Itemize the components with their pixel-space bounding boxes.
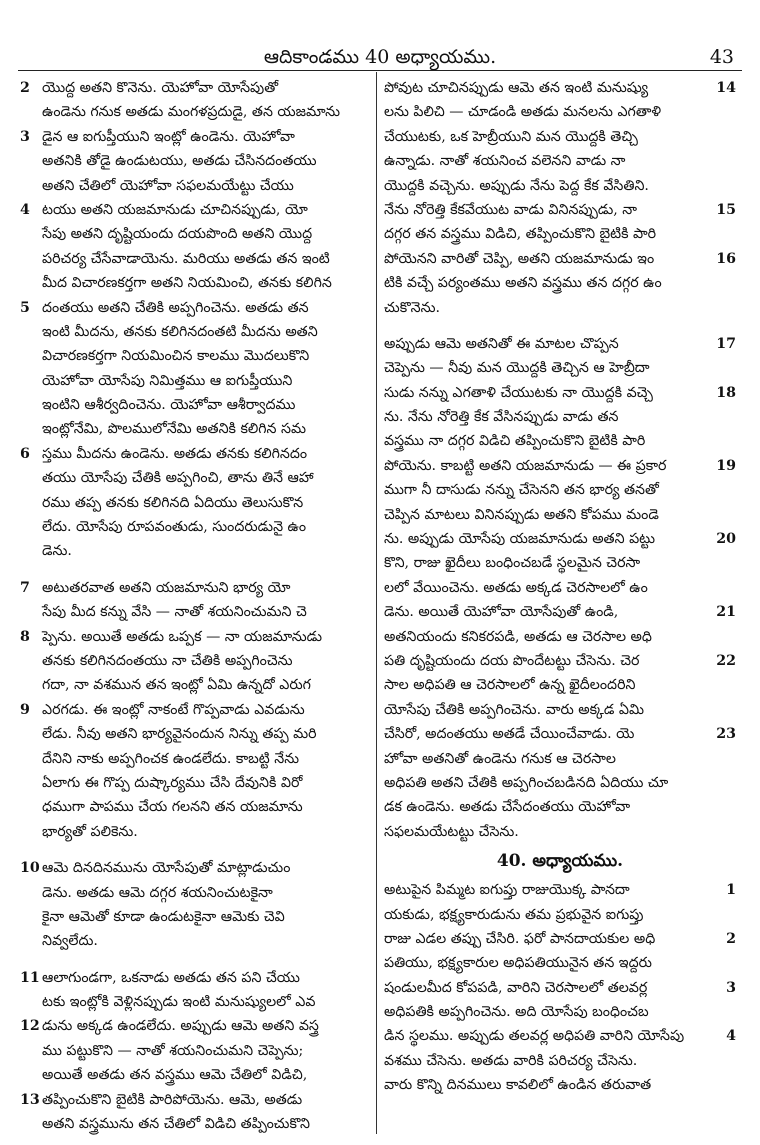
- text-line: [382, 356, 738, 380]
- verse-text: చుకొనెను.: [384, 299, 440, 316]
- text-line: [382, 903, 738, 927]
- verse-text: వస్త్రము నా దగ్గర విడిచి తప్పించుకొని బైటికి పారి: [384, 433, 646, 450]
- text-line: [382, 198, 738, 222]
- verse-text: తనకు కలిగినదంతయు నా చేతికి అప్పగించెను: [42, 652, 293, 669]
- verse-text: నివ్వలేదు.: [42, 933, 98, 950]
- text-line: [20, 222, 370, 246]
- verse-text: ఆలాగుండగా, ఒకనాడు అతడు తన పని చేయు: [42, 969, 300, 986]
- verse-text: ను. అప్పుడు యోసేపు యజమానుడు అతని పట్టు: [384, 531, 656, 548]
- text-line: [20, 905, 370, 929]
- verse-number: 8: [20, 628, 30, 645]
- verse-text: ఆమె దినదినమును యోసేపుతో మాట్లాడుచుం: [42, 860, 291, 877]
- verse-text: అతని చేతిలో యెహోవా సఫలమయేట్టు చేయు: [42, 177, 294, 194]
- verse-text: పరిచర్య చేసేవాడాయెను. మరియు అతడు తన ఇంటి: [42, 250, 330, 267]
- text-line: [382, 222, 738, 246]
- verse-text: లేడు. నీవు అతని భార్యవైనందున నిన్ను తప్ప మరి: [42, 726, 317, 743]
- text-line: [382, 878, 738, 902]
- verse-text: ముగా నీ దాసుడు నన్ను చేసెనని తన భార్య తనతో: [384, 482, 659, 499]
- verse-text: ఇంటి మీదను, తనకు కలిగినదంతటి మీదను అతని: [42, 323, 318, 340]
- verse-number: 6: [20, 445, 30, 462]
- verse-text: ఇంటిని ఆశీర్వదించెను. యెహోవా ఆశీర్వాదము: [42, 397, 296, 414]
- text-line: [20, 491, 370, 515]
- verse-text: రాజు ఎడల తప్పు చేసిరి. ఫరో పానదాయకుల అధి: [384, 930, 656, 947]
- verse-number: 9: [20, 701, 30, 718]
- text-line: [20, 1063, 370, 1087]
- verse-text: ఎరగడు. ఈ ఇంట్లో నాకంటే గొప్పవాడు ఎవడును: [42, 701, 305, 718]
- text-line: [20, 929, 370, 953]
- text-line: [20, 747, 370, 771]
- verse-text: సేపు మీద కన్ను వేసి — నాతో శయనించుమని చె: [42, 604, 307, 621]
- text-line: [382, 673, 738, 697]
- text-line: [382, 820, 738, 844]
- text-line: [20, 174, 370, 198]
- verse-text: లలో వేయించెను. అతడు అక్కడ చెరసాలలో ఉం: [384, 579, 648, 596]
- text-line: [20, 771, 370, 795]
- page-header: [20, 8, 740, 68]
- text-line: [20, 600, 370, 624]
- verse-text: ఉన్నాడు. నాతో శయనించ వలెనని వాడు నా: [384, 153, 626, 170]
- verse-number: 3: [20, 128, 30, 145]
- verse-number: 21: [716, 604, 736, 621]
- verse-number: 1: [726, 882, 736, 899]
- verse-text: మీద విచారణకర్తగా అతని నియమించి, తనకు కలిగిన: [42, 275, 332, 292]
- verse-text: దంతయు అతని చేతికి అప్పగించెను. అతడు తన: [42, 299, 309, 316]
- text-line: [382, 1049, 738, 1073]
- text-line: [20, 1088, 370, 1112]
- text-line: [382, 927, 738, 951]
- verse-text: పోయెను. కాబట్టి అతని యజమానుడు — ఈ ప్రకార: [384, 457, 667, 474]
- text-line: [382, 100, 738, 124]
- verse-text: యెహోవా యోసేపు నిమిత్తము ఆ ఐగుప్తీయుని: [42, 372, 293, 389]
- verse-text: డక ఉండెను. అతడు చేసేదంతయు యెహోవా: [384, 799, 631, 816]
- verse-text: టయు అతని యజమానుడు చూచినప్పుడు, యో: [42, 201, 308, 218]
- verse-text: షండులమీద కోపపడి, వారిని చెరసాలలో తలవర్ల: [384, 979, 648, 996]
- verse-text: యకుడు, భక్ష్యకారుడును తమ ప్రభువైన ఐగుప్తు: [384, 906, 644, 923]
- running-title: ఆదికాండము 40 అధ్యాయము.: [263, 46, 497, 68]
- verse-number: 18: [716, 384, 736, 401]
- verse-number: 20: [716, 531, 736, 548]
- text-line: [382, 149, 738, 173]
- page-number: 43: [709, 46, 734, 68]
- verse-text: అతనికి తోడై ఉండుటయు, అతడు చేసినదంతయు: [42, 153, 317, 170]
- verse-text: పతియు, భక్ష్యకారుల అధిపతియునైన తన ఇద్దరు: [384, 955, 652, 972]
- column-divider: [376, 72, 377, 1134]
- verse-text: ప్పెను. అయితే అతడు ఒప్పక — నా యజమానుడు: [42, 628, 323, 645]
- verse-text: ఉండెను గనుక అతడు మంగళప్రదుడై, తన యజమాను: [42, 104, 341, 121]
- text-line: [382, 576, 738, 600]
- text-line: [382, 174, 738, 198]
- verse-text: అప్పుడు ఆమె అతనితో ఈ మాటల చొప్పన: [384, 335, 619, 352]
- verse-text: దగ్గర తన వస్త్రము విడిచి, తప్పించుకొని బైటికి పారి: [384, 226, 657, 243]
- verse-text: డును అక్కడ ఉండలేదు. అప్పుడు ఆమె అతని వస్త్ర: [42, 1018, 319, 1035]
- right-column: [382, 76, 738, 1098]
- text-line: [382, 247, 738, 271]
- verse-number: 12: [20, 1018, 40, 1035]
- paragraph-gap: [20, 954, 370, 966]
- text-line: [20, 990, 370, 1014]
- text-line: [20, 881, 370, 905]
- verse-text: సుడు నన్ను ఎగతాళి చేయుటకు నా యొద్దకి వచ్చె: [384, 384, 653, 401]
- verse-text: అధిపతికి అప్పగించెను. అది యోసేపు బంధించబ: [384, 1004, 649, 1021]
- text-line: [20, 1112, 370, 1136]
- text-line: [382, 649, 738, 673]
- verse-text: సేపు అతని దృష్టియందు దయపొంది అతని యొద్ద: [42, 226, 313, 243]
- verse-text: రము తప్ప తనకు కలిగినది ఏదియు తెలుసుకొన: [42, 494, 304, 511]
- verse-text: హోవా అతనితో ఉండెను గనుక ఆ చెరసాల: [384, 750, 616, 767]
- verse-text: చేయుటకు, ఒక హెబ్రీయుని మన యొద్దకి తెచ్చి: [384, 128, 638, 145]
- text-line: [20, 125, 370, 149]
- verse-text: చేసిరో, అదంతయు అతడే చేయించేవాడు. యె: [384, 726, 635, 743]
- text-line: [20, 466, 370, 490]
- text-line: [382, 1024, 738, 1048]
- verse-number: 2: [726, 930, 736, 947]
- verse-number: 17: [716, 335, 736, 352]
- verse-number: 23: [716, 726, 736, 743]
- verse-text: అధిపతి అతని చేతికి అప్పగించబడినది ఏదియు చూ: [384, 774, 669, 791]
- text-line: [382, 125, 738, 149]
- text-line: [20, 515, 370, 539]
- verse-text: యోసేపు చేతికి అప్పగించెను. వారు అక్కడ ఏమి: [384, 701, 645, 718]
- text-line: [382, 698, 738, 722]
- verse-number: 13: [20, 1091, 40, 1108]
- text-line: [20, 442, 370, 466]
- verse-text: లేదు. యోసేపు రూపవంతుడు, సుందరుడునై ఉం: [42, 519, 307, 536]
- text-line: [20, 320, 370, 344]
- verse-text: పోవుట చూచినప్పుడు ఆమె తన ఇంటి మనుష్యు: [384, 80, 649, 96]
- text-line: [20, 576, 370, 600]
- text-line: [382, 76, 738, 100]
- text-line: [382, 271, 738, 295]
- verse-text: సాల అధిపతి ఆ చెరసాలలో ఉన్న ఖైదీలందరిని: [384, 677, 636, 694]
- text-line: [20, 369, 370, 393]
- verse-text: స్తము మీదను ఉండెను. అతడు తనకు కలిగినదం: [42, 445, 308, 462]
- paragraph-gap: [20, 844, 370, 856]
- left-column: [20, 76, 370, 1136]
- verse-text: వారు కొన్ని దినములు కావలిలో ఉండిన తరువాత: [384, 1077, 652, 1094]
- text-line: [382, 747, 738, 771]
- verse-text: భార్యతో పలికెను.: [42, 823, 138, 840]
- text-line: [382, 332, 738, 356]
- paragraph-gap: [20, 564, 370, 576]
- text-line: [382, 1073, 738, 1097]
- verse-text: గదా, నా వశమున తన ఇంట్లో ఏమి ఉన్నదో ఎరుగ: [42, 677, 311, 694]
- text-line: [20, 649, 370, 673]
- verse-number: 4: [20, 201, 30, 218]
- verse-text: నేను నోరెత్తి కేకవేయుట వాడు వినినప్పుడు, నా: [384, 201, 638, 218]
- verse-text: పతి దృష్టియందు దయ పొందేటట్టు చేసెను. చెర: [384, 652, 640, 669]
- verse-text: డైన ఆ ఐగుప్తీయుని ఇంట్లో ఉండెను. యెహోవా: [42, 128, 295, 145]
- verse-number: 7: [20, 579, 30, 596]
- verse-number: 11: [20, 969, 40, 986]
- text-line: [20, 100, 370, 124]
- verse-text: డెను.: [42, 543, 72, 560]
- verse-text: చెప్పెను — నీవు మన యొద్దకి తెచ్చిన ఆ హెబ్రీదా: [384, 360, 650, 377]
- verse-text: టకు ఇంట్లోకి వెళ్లినప్పుడు ఇంటి మనుష్యులలో ఎవ: [42, 994, 316, 1011]
- text-line: [382, 551, 738, 575]
- text-line: [20, 673, 370, 697]
- verse-text: లను పిలిచి — చూడండి అతడు మనలను ఎగతాళి: [384, 104, 662, 121]
- verse-number: 3: [726, 979, 736, 996]
- text-line: [382, 454, 738, 478]
- text-line: [20, 966, 370, 990]
- verse-text: అయితే అతడు తన వస్త్రము ఆమె చేతిలో విడిచి,: [42, 1067, 308, 1084]
- verse-text: అతనియందు కనికరపడి, అతడు ఆ చెరసాల అధి: [384, 628, 652, 645]
- verse-number: 2: [20, 80, 30, 96]
- verse-text: పోయెనని వారితో చెప్పి, అతని యజమానుడు ఇం: [384, 250, 655, 267]
- header-rule: [18, 70, 742, 71]
- text-line: [20, 1039, 370, 1063]
- verse-text: ఇంట్లోనేమి, పొలములోనేమి అతనికి కలిగిన సమ: [42, 421, 306, 438]
- verse-text: ఏలాగు ఈ గొప్ప దుష్కార్యము చేసి దేవునికి విరో: [42, 774, 303, 791]
- text-line: [20, 296, 370, 320]
- verse-text: ను. నేను నోరెత్తి కేక వేసినప్పుడు వాడు తన: [384, 409, 619, 426]
- text-line: [382, 527, 738, 551]
- verse-text: ధముగా పాపము చేయ గలనని తన యజమాను: [42, 799, 303, 816]
- text-line: [20, 1014, 370, 1038]
- text-line: [20, 856, 370, 880]
- verse-text: తప్పించుకొని బైటికి పారిపోయెను. ఆమె, అతడు: [42, 1091, 303, 1108]
- text-line: [382, 600, 738, 624]
- verse-number: 16: [716, 250, 736, 267]
- text-line: [382, 1000, 738, 1024]
- verse-text: కైనా ఆమెతో కూడా ఉండుటకైనా ఆమెకు చెవి: [42, 908, 285, 925]
- text-line: [382, 478, 738, 502]
- text-line: [20, 344, 370, 368]
- verse-number: 19: [716, 457, 736, 474]
- verse-number: 5: [20, 299, 30, 316]
- verse-number: 15: [716, 201, 736, 218]
- verse-text: చెప్పిన మాటలు వినినప్పుడు అతని కోపము మండె: [384, 506, 659, 523]
- text-line: [382, 976, 738, 1000]
- text-line: [382, 951, 738, 975]
- verse-number: 22: [716, 652, 736, 669]
- text-line: [382, 296, 738, 320]
- text-line: [20, 417, 370, 441]
- text-line: [20, 271, 370, 295]
- text-line: [382, 429, 738, 453]
- verse-text: యొద్దకి వచ్చెను. అప్పుడు నేను పెద్ద కేక వేసితిని.: [384, 177, 649, 194]
- verse-number: 14: [716, 80, 736, 96]
- verse-text: డిన స్థలము. అప్పుడు తలవర్ల అధిపతి వారిని యోసేపు: [384, 1028, 685, 1045]
- text-line: [20, 247, 370, 271]
- text-line: [20, 393, 370, 417]
- text-line: [20, 698, 370, 722]
- text-line: [382, 722, 738, 746]
- text-line: [382, 795, 738, 819]
- paragraph-gap: [382, 320, 738, 332]
- chapter-heading: 40. అధ్యాయము.: [496, 851, 624, 872]
- verse-number: 10: [20, 860, 40, 877]
- text-line: [382, 771, 738, 795]
- text-line: [20, 722, 370, 746]
- verse-text: అతని వస్త్రమును తన చేతిలో విడిచి తప్పించుకొని: [42, 1116, 311, 1133]
- text-line: [20, 539, 370, 563]
- verse-text: అటుపైన పిమ్మట ఐగుప్తు రాజుయొక్క పానదా: [384, 882, 630, 899]
- verse-number: 4: [726, 1028, 736, 1045]
- text-line: [382, 381, 738, 405]
- verse-text: ము పట్టుకొని — నాతో శయనించుమని చెప్పెను;: [42, 1042, 304, 1059]
- text-line: [382, 625, 738, 649]
- text-line: [20, 820, 370, 844]
- text-line: [382, 503, 738, 527]
- verse-text: వశము చేసెను. అతడు వారికి పరిచర్య చేసెను.: [384, 1052, 638, 1069]
- verse-text: యొద్ద అతని కొనెను. యెహోవా యోసేపుతో: [42, 80, 279, 96]
- verse-text: సఫలమయేటట్టు చేసెను.: [384, 823, 519, 840]
- text-line: [20, 198, 370, 222]
- verse-text: అటుతరవాత అతని యజమానుని భార్య యో: [42, 579, 291, 596]
- verse-text: డెను. అయితే యెహోవా యోసేపుతో ఉండి,: [384, 604, 619, 621]
- verse-text: టికి వచ్చే పర్యంతము అతని వస్త్రము తన దగ్గర ఉం: [384, 275, 662, 292]
- verse-text: విచారణకర్తగా నియమించిన కాలము మొదలుకొని: [42, 348, 310, 365]
- text-line: [20, 795, 370, 819]
- text-line: [20, 149, 370, 173]
- verse-text: కొని, రాజు ఖైదీలు బంధించబడే స్థలమైన చెరసా: [384, 555, 641, 572]
- verse-text: డెను. అతడు ఆమె దగ్గర శయనించుటకైనా: [42, 884, 273, 901]
- text-line: [382, 405, 738, 429]
- text-line: [20, 625, 370, 649]
- verse-text: తయు యోసేపు చేతికి అప్పగించి, తాను తినే ఆహా: [42, 470, 314, 487]
- text-line: [20, 76, 370, 100]
- verse-text: దేనిని నాకు అప్పగించక ఉండలేదు. కాబట్టి నేను: [42, 750, 300, 767]
